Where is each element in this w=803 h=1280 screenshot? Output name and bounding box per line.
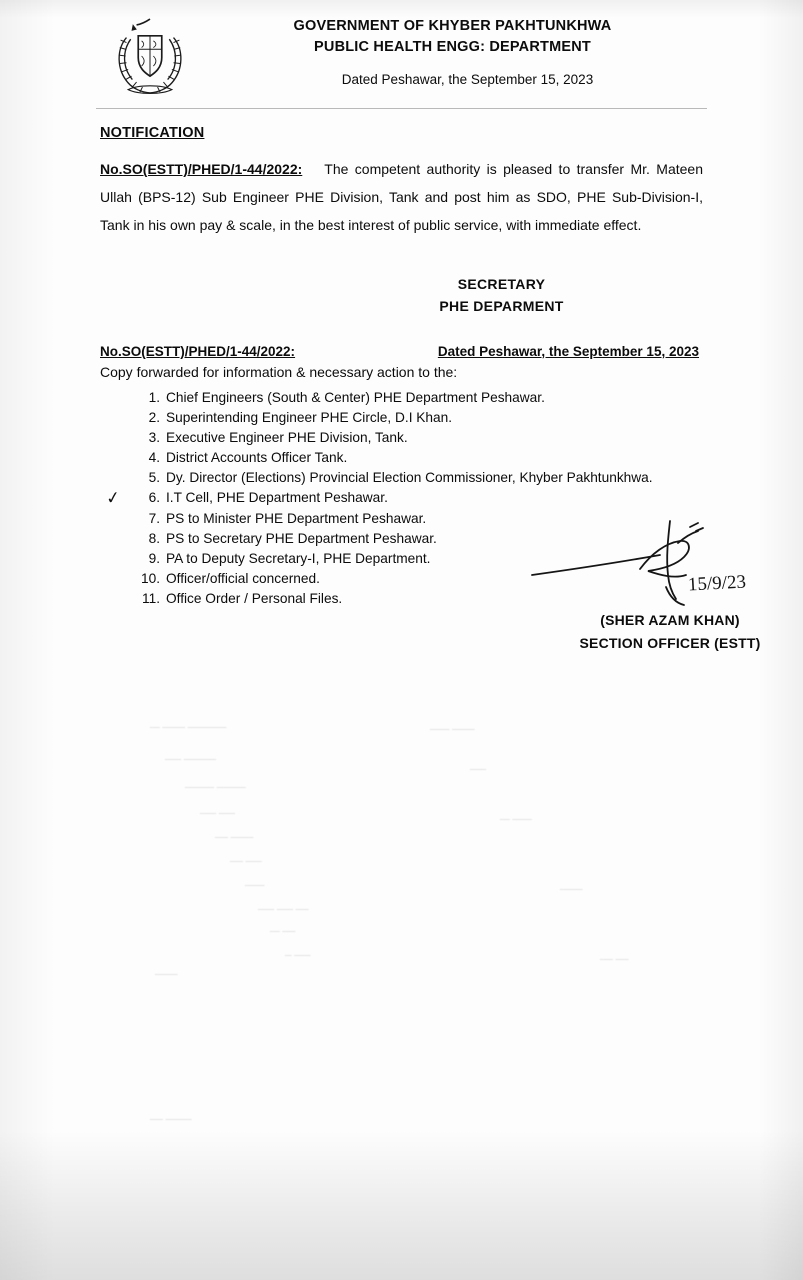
- list-item: [124, 448, 703, 468]
- list-item: [104, 487, 703, 509]
- list-item-text: PS to Minister PHE Department Peshawar.: [166, 510, 427, 526]
- pakistan-state-emblem-icon: [108, 14, 192, 98]
- handwritten-tick-icon: ✓: [104, 487, 122, 509]
- header-titles: [192, 10, 703, 87]
- endorsement-reference-no: No.SO(ESTT)/PHED/1-44/2022:: [100, 343, 296, 359]
- header-divider: [96, 108, 707, 109]
- list-item: [124, 428, 703, 448]
- handwritten-date: 15/9/23: [687, 571, 747, 596]
- notification-body-text: The competent authority is pleased to transfer Mr. Mateen Ullah (BPS-12) Sub Engineer PHE Division, Tank and post him as SDO, PHE Sub-Division-I, Tank in his own pay & scale, in the best interest of public service, with immediate effect.: [100, 161, 703, 233]
- list-item-text: Executive Engineer PHE Division, Tank.: [166, 430, 408, 446]
- officer-name: (SHER AZAM KHAN): [600, 612, 740, 629]
- secretary-title-line1: SECRETARY: [457, 276, 546, 292]
- document-header: [0, 0, 803, 98]
- list-item-text: Dy. Director (Elections) Provincial Election Commissioner, Khyber Pakhtunkhwa.: [166, 470, 653, 486]
- document-body: [0, 125, 803, 651]
- list-item-text: I.T Cell, PHE Department Peshawar.: [166, 490, 388, 506]
- officer-name-block: [520, 609, 803, 654]
- list-item-text: District Accounts Officer Tank.: [166, 450, 348, 466]
- list-item-text: Officer/official concerned.: [166, 571, 320, 587]
- list-item-text: Chief Engineers (South & Center) PHE Department Peshawar.: [166, 389, 545, 405]
- notification-paragraph: [100, 155, 703, 239]
- notification-title: NOTIFICATION: [100, 125, 205, 141]
- list-item-text: PA to Deputy Secretary-I, PHE Department.: [166, 550, 431, 566]
- header-dated-line: Dated Peshawar, the September 15, 2023: [341, 72, 594, 88]
- list-item-text: PS to Secretary PHE Department Peshawar.: [166, 530, 437, 546]
- handwritten-signature-icon: [520, 513, 803, 623]
- secretary-title-line2: PHE DEPARMENT: [439, 298, 564, 315]
- officer-designation: SECTION OFFICER (ESTT): [579, 634, 761, 651]
- secretary-signature-block: [100, 273, 703, 318]
- officer-signature-area: [520, 513, 803, 651]
- notification-reference-no: No.SO(ESTT)/PHED/1-44/2022:: [100, 161, 303, 177]
- list-item-text: Superintending Engineer PHE Circle, D.I Khan.: [166, 409, 453, 425]
- government-line: GOVERNMENT OF KHYBER PAKHTUNKHWA: [293, 18, 612, 34]
- endorsement-dated: Dated Peshawar, the September 15, 2023: [437, 343, 699, 359]
- endorsement-row: [100, 344, 703, 359]
- list-item: [124, 468, 703, 488]
- list-item: [124, 388, 703, 408]
- list-item-text: Office Order / Personal Files.: [166, 591, 343, 607]
- department-line: PUBLIC HEALTH ENGG: DEPARTMENT: [314, 39, 591, 56]
- copy-forwarded-line: Copy forwarded for information & necessary action to the:: [100, 363, 458, 380]
- list-item: [124, 408, 703, 428]
